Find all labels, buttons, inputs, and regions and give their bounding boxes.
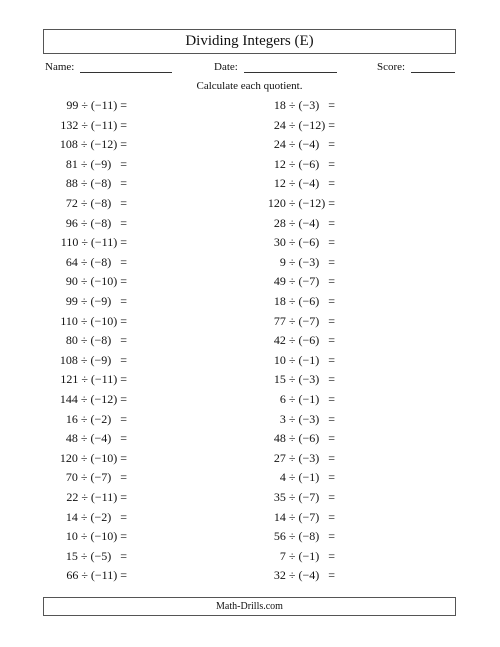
problem-item: 42 ÷ (−6) = — [273, 333, 335, 348]
problem-item: 27 ÷ (−3) = — [273, 450, 335, 465]
problem-item: 81 ÷ (−9) = — [65, 156, 127, 171]
problem-item: 15 ÷ (−3) = — [273, 372, 335, 387]
problem-item: 96 ÷ (−8) = — [65, 215, 127, 230]
problem-item: 14 ÷ (−7) = — [273, 509, 335, 524]
problem-item: 49 ÷ (−7) = — [273, 274, 335, 289]
problem-item: 120 ÷ (−10) = — [59, 450, 127, 465]
problem-item: 88 ÷ (−8) = — [65, 176, 127, 191]
problem-item: 22 ÷ (−11) = — [66, 490, 127, 504]
problem-item: 32 ÷ (−4) = — [273, 568, 335, 583]
problem-item: 99 ÷ (−11) = — [66, 98, 127, 112]
problem-item: 35 ÷ (−7) = — [273, 490, 335, 504]
problem-item: 10 ÷ (−10) = — [65, 529, 127, 544]
problem-item: 48 ÷ (−6) = — [273, 431, 335, 446]
problem-item: 28 ÷ (−4) = — [273, 215, 335, 230]
problem-item: 24 ÷ (−4) = — [273, 137, 335, 152]
problem-item: 12 ÷ (−6) = — [273, 156, 335, 171]
problem-item: 30 ÷ (−6) = — [273, 235, 335, 250]
problem-item: 144 ÷ (−12) = — [59, 392, 127, 406]
problem-item: 66 ÷ (−11) = — [66, 568, 127, 583]
problem-item: 12 ÷ (−4) = — [273, 176, 335, 191]
instructions: Calculate each quotient. — [196, 80, 303, 92]
student-info-row — [43, 60, 456, 76]
score-field[interactable] — [377, 60, 455, 73]
problem-item: 48 ÷ (−4) = — [65, 431, 127, 446]
problem-item: 121 ÷ (−11) = — [60, 372, 127, 387]
problem-item: 99 ÷ (−9) = — [65, 294, 127, 308]
problem-item: 15 ÷ (−5) = — [65, 548, 127, 563]
footer-box — [43, 597, 456, 616]
date-line[interactable] — [244, 60, 337, 73]
problem-item: 6 ÷ (−1) = — [279, 392, 335, 406]
problem-item: 132 ÷ (−11) = — [60, 117, 127, 132]
footer-credit: Math-Drills.com — [216, 601, 283, 612]
worksheet-title-box — [43, 29, 456, 54]
problem-item: 90 ÷ (−10) = — [65, 274, 127, 289]
problem-item: 108 ÷ (−9) = — [59, 352, 127, 367]
problem-item: 3 ÷ (−3) = — [279, 411, 335, 426]
problem-item: 72 ÷ (−8) = — [65, 196, 127, 210]
problem-item: 80 ÷ (−8) = — [65, 333, 127, 348]
date-label: Date: — [214, 61, 238, 73]
name-label: Name: — [45, 61, 75, 73]
problem-item: 16 ÷ (−2) = — [65, 411, 127, 426]
problem-item: 108 ÷ (−12) = — [59, 137, 127, 152]
score-label: Score: — [377, 61, 406, 73]
problem-item: 77 ÷ (−7) = — [273, 313, 335, 328]
problem-item: 110 ÷ (−11) = — [60, 235, 127, 250]
worksheet-title: Dividing Integers (E) — [185, 33, 314, 49]
problem-item: 14 ÷ (−2) = — [65, 509, 127, 524]
score-line[interactable] — [411, 60, 455, 73]
name-line[interactable] — [80, 60, 172, 73]
problem-item: 120 ÷ (−12) = — [267, 196, 335, 210]
problem-item: 18 ÷ (−6) = — [273, 294, 335, 308]
problem-item: 7 ÷ (−1) = — [279, 548, 335, 563]
problem-item: 56 ÷ (−8) = — [273, 529, 335, 544]
problem-item: 9 ÷ (−3) = — [279, 254, 335, 269]
problem-item: 64 ÷ (−8) = — [65, 254, 127, 269]
problem-grid — [43, 96, 456, 586]
name-field[interactable] — [45, 60, 172, 73]
problem-item: 24 ÷ (−12) = — [273, 117, 335, 132]
date-field[interactable] — [214, 60, 337, 73]
problem-item: 110 ÷ (−10) = — [60, 313, 127, 328]
problem-item: 18 ÷ (−3) = — [273, 98, 335, 112]
problem-item: 10 ÷ (−1) = — [273, 352, 335, 367]
problem-item: 4 ÷ (−1) = — [279, 470, 335, 485]
problem-item: 70 ÷ (−7) = — [65, 470, 127, 485]
